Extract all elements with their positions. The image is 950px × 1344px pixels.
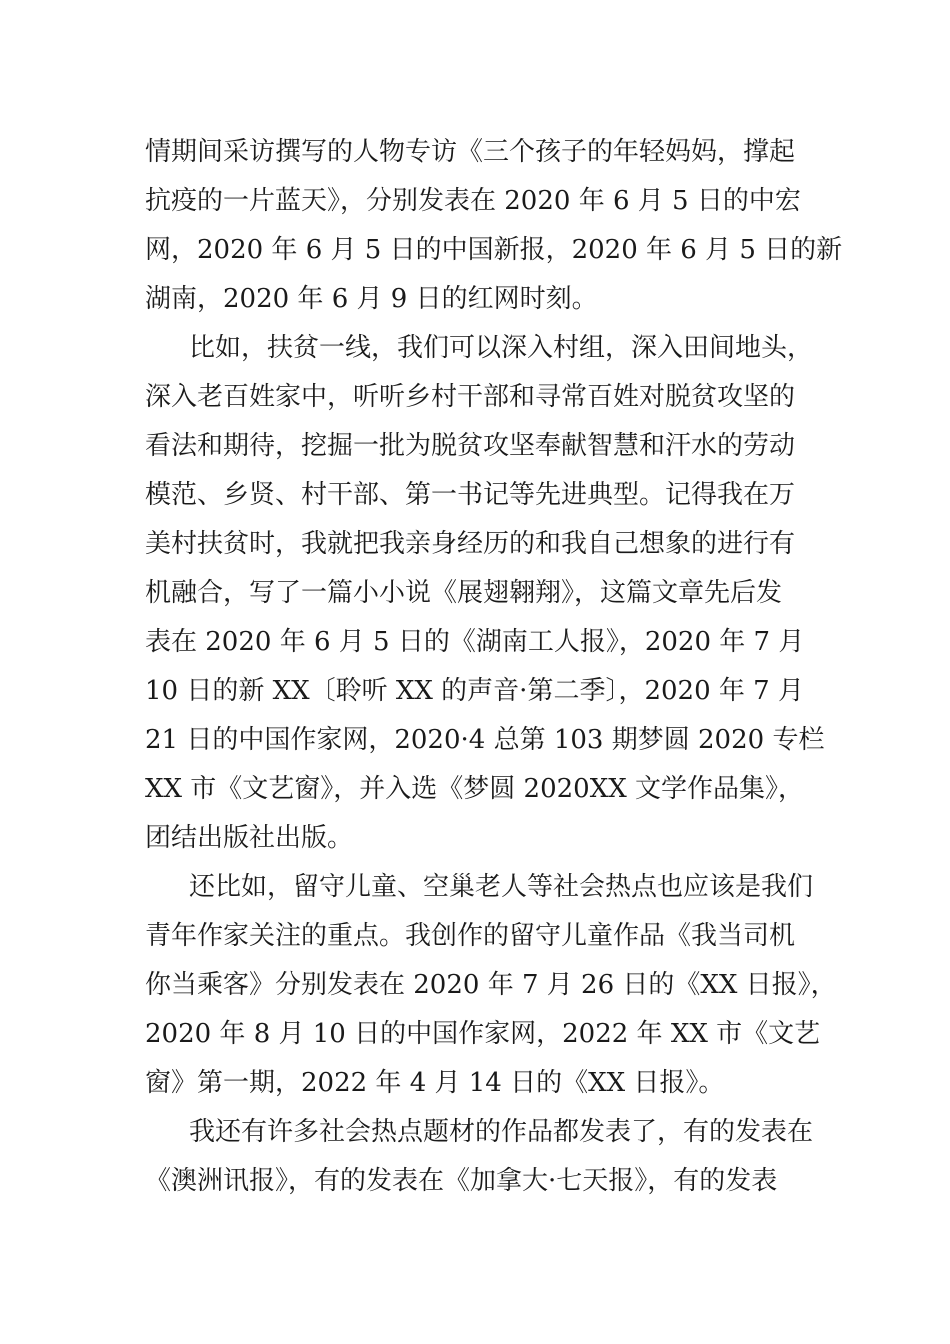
text-line: 21 日的中国作家网，2020·4 总第 103 期梦圆 2020 专栏 [145, 725, 825, 755]
paragraph-first-line: 比如，扶贫一线，我们可以深入村组，深入田间地头， [189, 333, 814, 363]
text-line: 《澳洲讯报》，有的发表在《加拿大·七天报》，有的发表 [145, 1166, 778, 1196]
text-line: 团结出版社出版。 [145, 823, 354, 853]
paragraph-first-line: 还比如，留守儿童、空巢老人等社会热点也应该是我们 [189, 872, 814, 902]
text-line: 抗疫的一片蓝天》，分别发表在 2020 年 6 月 5 日的中宏 [145, 186, 801, 216]
text-line: 模范、乡贤、村干部、第一书记等先进典型。记得我在万 [145, 480, 796, 510]
text-line: XX 市《文艺窗》，并入选《梦圆 2020XX 文学作品集》， [145, 774, 805, 804]
text-line: 10 日的新 XX〔聆听 XX 的声音·第二季〕，2020 年 7 月 [145, 676, 804, 706]
text-line: 你当乘客》分别发表在 2020 年 7 月 26 日的《XX 日报》， [145, 970, 837, 1000]
paragraph-first-line: 我还有许多社会热点题材的作品都发表了，有的发表在 [189, 1117, 814, 1147]
body-text [145, 128, 843, 1206]
text-line: 深入老百姓家中，听听乡村干部和寻常百姓对脱贫攻坚的 [145, 382, 796, 412]
text-line: 湖南，2020 年 6 月 9 日的红网时刻。 [145, 284, 598, 314]
text-line: 表在 2020 年 6 月 5 日的《湖南工人报》，2020 年 7 月 [145, 627, 805, 657]
text-line: 情期间采访撰写的人物专访《三个孩子的年轻妈妈，撑起 [145, 137, 796, 167]
text-line: 美村扶贫时，我就把我亲身经历的和我自己想象的进行有 [145, 529, 796, 559]
text-line: 网，2020 年 6 月 5 日的中国新报，2020 年 6 月 5 日的新 [145, 235, 843, 265]
text-line: 青年作家关注的重点。我创作的留守儿童作品《我当司机 [145, 921, 796, 951]
text-line: 窗》第一期，2022 年 4 月 14 日的《XX 日报》。 [145, 1068, 725, 1098]
text-line: 2020 年 8 月 10 日的中国作家网，2022 年 XX 市《文艺 [145, 1019, 821, 1049]
text-line: 看法和期待，挖掘一批为脱贫攻坚奉献智慧和汗水的劳动 [145, 431, 796, 461]
text-line: 机融合，写了一篇小小说《展翅翱翔》，这篇文章先后发 [145, 578, 783, 608]
